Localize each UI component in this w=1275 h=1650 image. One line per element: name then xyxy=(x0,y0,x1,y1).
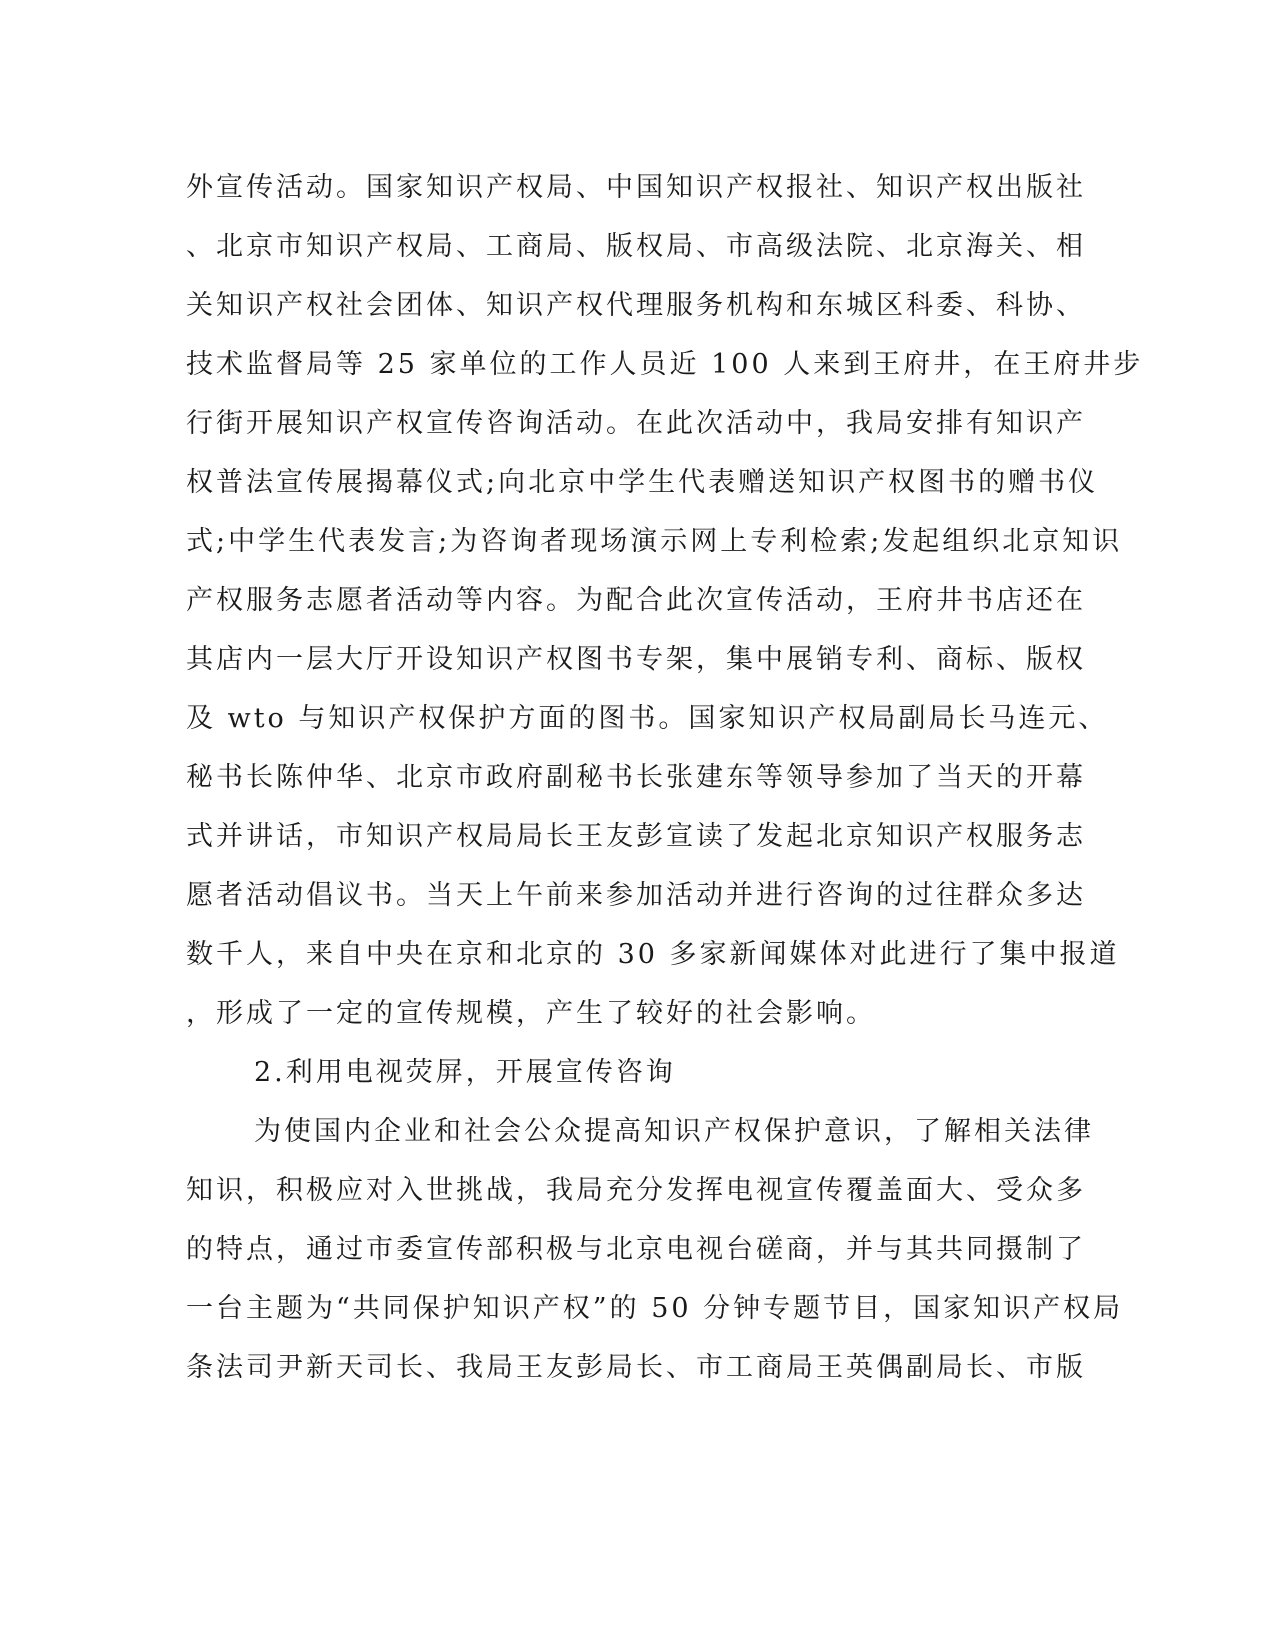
text-line: 秘书长陈仲华、北京市政府副秘书长张建东等领导参加了当天的开幕 xyxy=(186,762,1086,793)
text-line: 外宣传活动。国家知识产权局、中国知识产权报社、知识产权出版社 xyxy=(186,172,1086,203)
text-line: ，形成了一定的宣传规模，产生了较好的社会影响。 xyxy=(186,998,876,1029)
text-line: 式并讲话，市知识产权局局长王友彭宣读了发起北京知识产权服务志 xyxy=(186,821,1086,852)
text-line: 权普法宣传展揭幕仪式;向北京中学生代表赠送知识产权图书的赠书仪 xyxy=(186,467,1099,498)
text-line: 知识，积极应对入世挑战，我局充分发挥电视宣传覆盖面大、受众多 xyxy=(186,1175,1086,1206)
body-text xyxy=(186,158,1144,1397)
text-line: 其店内一层大厅开设知识产权图书专架，集中展销专利、商标、版权 xyxy=(186,644,1086,675)
text-line: 行街开展知识产权宣传咨询活动。在此次活动中，我局安排有知识产 xyxy=(186,408,1086,439)
text-line: 为使国内企业和社会公众提高知识产权保护意识，了解相关法律 xyxy=(254,1116,1094,1147)
text-line: 一台主题为“共同保护知识产权”的 50 分钟专题节目，国家知识产权局 xyxy=(186,1293,1124,1324)
text-line: 产权服务志愿者活动等内容。为配合此次宣传活动，王府井书店还在 xyxy=(186,585,1086,616)
text-line: 的特点，通过市委宣传部积极与北京电视台磋商，并与其共同摄制了 xyxy=(186,1234,1086,1265)
text-line: 关知识产权社会团体、知识产权代理服务机构和东城区科委、科协、 xyxy=(186,290,1086,321)
text-line: 式;中学生代表发言;为咨询者现场演示网上专利检索;发起组织北京知识 xyxy=(186,526,1123,557)
text-line: 愿者活动倡议书。当天上午前来参加活动并进行咨询的过往群众多达 xyxy=(186,880,1086,911)
section-heading: 2.利用电视荧屏，开展宣传咨询 xyxy=(254,1057,676,1088)
text-line: 及 wto 与知识产权保护方面的图书。国家知识产权局副局长马连元、 xyxy=(186,703,1109,734)
text-line: 数千人，来自中央在京和北京的 30 多家新闻媒体对此进行了集中报道 xyxy=(186,939,1120,970)
text-line: 技术监督局等 25 家单位的工作人员近 100 人来到王府井，在王府井步 xyxy=(186,349,1144,380)
text-line: 、北京市知识产权局、工商局、版权局、市高级法院、北京海关、相 xyxy=(186,231,1086,262)
text-line: 条法司尹新天司长、我局王友彭局长、市工商局王英偶副局长、市版 xyxy=(186,1352,1086,1383)
